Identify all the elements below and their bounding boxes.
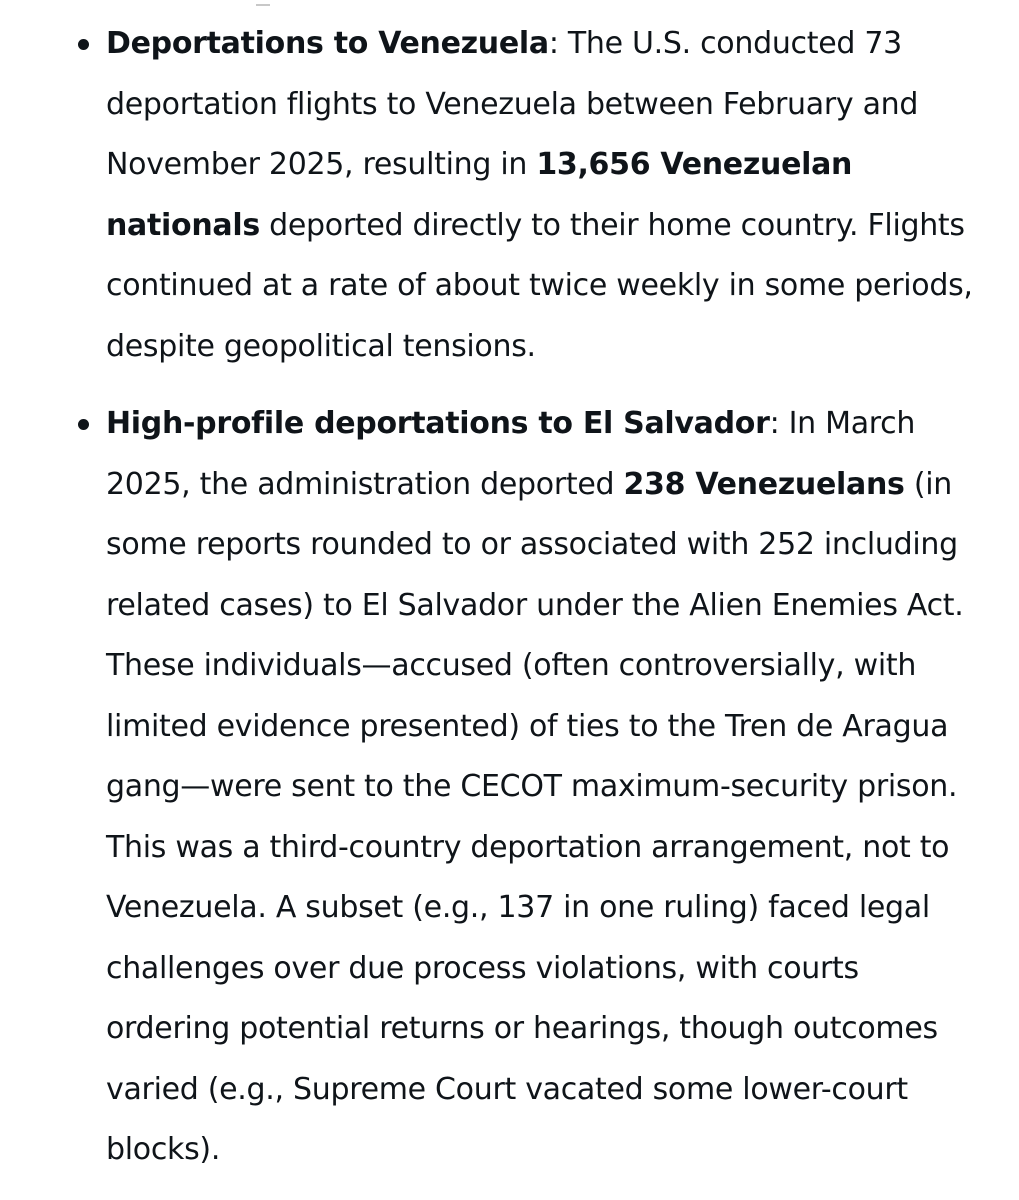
bullet-item-el-salvador <box>0 394 1019 1181</box>
bullet-text: (in some reports rounded to or associated with 252 including related cases) to El Salvador under the Alien Enemies Act. These individuals—accused (often controversially, with limited evidence presented) of ties to the Tren de Aragua gang—were sent to the CECOT maximum-security prison. This was a third-country deportation arrangement, not to Venezuela. A subset (e.g., 137 in one ruling) faced legal challenges over due process violations, with courts ordering potential returns or hearings, though outcomes varied (e.g., Supreme Court vacated some lower-court blocks). <box>106 466 964 1167</box>
bullet-text: : The U.S. conducted 73 deportation flights to Venezuela between February and November 2025, resulting in <box>106 26 919 182</box>
bullet-dot-icon <box>78 39 89 50</box>
bullet-item-venezuela <box>0 14 1019 377</box>
bullet-list <box>0 14 1019 1181</box>
bullet-highlight: 13,656 Venezuelan nationals <box>106 147 853 243</box>
bullet-text: deported directly to their home country. Flights continued at a rate of about twice weekly in some periods, despite geopolitical tensions. <box>106 207 973 364</box>
bullet-dot-icon <box>78 419 89 430</box>
bullet-heading: High-profile deportations to El Salvador <box>106 406 770 441</box>
bullet-text: : In March 2025, the administration deported <box>106 406 916 502</box>
bullet-heading: Deportations to Venezuela <box>106 26 549 61</box>
cutoff-mark <box>256 0 270 6</box>
bullet-highlight: 238 Venezuelans <box>623 466 905 502</box>
